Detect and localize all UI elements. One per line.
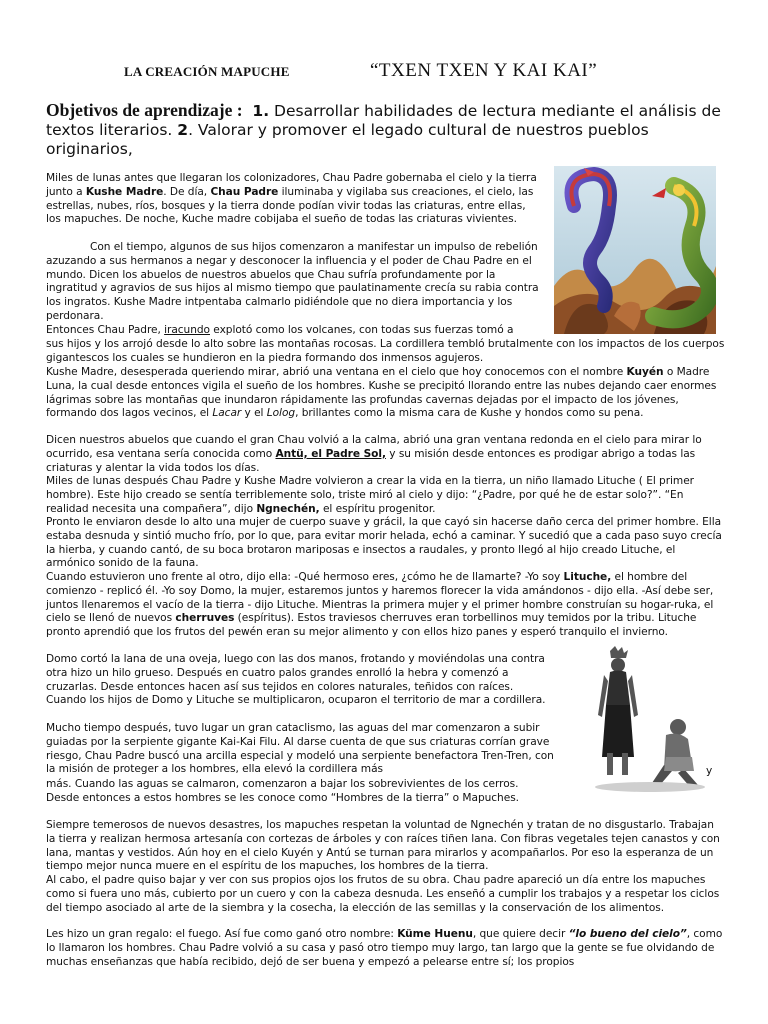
title-row (0, 60, 768, 84)
paragraph-4 (46, 366, 726, 421)
p4-text-c: o Madre Luna, la cual desde entonces vigila el sueño de los hombres. Kushe se precipitó llorando entre las nubes dejando caer enormes lágrimas sobre las montañas que inundaron rápidamente las profundas cavernas dejadas por el impacto de los jóvenes, formando dos lagos vecinos, el (46, 366, 717, 420)
paragraph-1 (46, 172, 541, 227)
p10-text-b: más. Cuando las aguas se calmaron, comenzaron a bajar los sobrevivientes de los cerros. (46, 778, 519, 790)
p1-kushe-madre: Kushe Madre (85, 185, 164, 198)
p13-text-c: , que quiere decir (472, 928, 569, 940)
objective-number-1: 1. (252, 102, 270, 120)
p8-cherruves: cherruves (175, 612, 235, 625)
paragraph-6 (46, 475, 726, 516)
p8-lituche: Lituche, (563, 571, 612, 583)
p6-text-a: Miles de lunas después Chau Padre y Kushe Madre volvieron a crear la vida en la tierra, un niño llamado Lituche ( El primer hombre). Este hijo creado se sentía terriblemente solo, triste miró al cielo y dijo: “¿Padre, por qué he de estar solo?”. “En realidad necesita una compañera”, dijo (46, 475, 694, 515)
p6-ngnechen: Ngnechén, (256, 502, 320, 515)
p3-iracundo: iracundo (164, 324, 210, 336)
p6-text-c: el espíritu progenitor. (319, 502, 436, 515)
serpent-illustration (554, 166, 716, 334)
p10-trailing-y: y (706, 765, 713, 777)
p4-lolog: Lolog (266, 407, 296, 420)
p1-text-e: iluminaba y vigilaba sus creaciones, el cielo, las estrellas, nubes, ríos, bosques y la tierra donde podían vivir todas las criaturas, entre ellas, los mapuches. De noche, Kuche madre cobijaba el sueño de todas las criaturas vivientes. (46, 185, 534, 226)
paragraph-3-cont (46, 338, 726, 366)
title-right: “TXEN TXEN Y KAI KAI” (370, 60, 598, 81)
paragraph-7 (46, 516, 726, 571)
p11-text: Siempre temerosos de nuevos desastres, los mapuches respetan la voluntad de Ngnechén y tratan de no disgustarlo. Trabajan la tierra y realizan hermosa artesanía con cortezas de árboles y con raíces tiñen lana. Con fibras vegetales tejen canastos y con lana, mantas y vestidos. Aún hoy en el cielo Kuyén y Antú se turnan para mirarlos y acompañarlos. Por eso la esperanza de un tiempo mejor nunca muere en el espíritu de los mapuches, los hombres de la tierra. (46, 819, 720, 873)
p4-text-e: y el (241, 407, 267, 420)
paragraph-3 (46, 324, 726, 338)
paragraph-2 (46, 241, 541, 324)
p13-text-e: , como lo llamaron los hombres. Chau Padre volvió a su casa y pasó otro tiempo muy largo, tan largo que la gente se fue olvidando de muchas enseñanzas que había recibido, dejó de ser buena y empezó a pelearse entre sí; los propios (46, 928, 723, 968)
p13-kume-huenu: Küme Huenu (397, 928, 473, 940)
objective-text-2: . Valorar y promover el legado cultural de nuestros pueblos originarios, (46, 121, 649, 158)
p13-bueno-del-cielo: “lo bueno del cielo” (568, 928, 687, 940)
objectives-label: Objetivos de aprendizaje : (46, 100, 243, 120)
p9-text: Domo cortó la lana de una oveja, luego con las dos manos, frotando y moviéndolas una contra otra hizo un hilo grueso. Después en cuatro palos grandes enrolló la hebra y comenzó a cruzarlas. Desde entonces hacen así sus tejidos en colores naturales, teñidos con raíces. Cuando los hijos de Domo y Lituche se multiplicaron, ocuparon el territorio de mar a cordillera. (46, 653, 546, 707)
objective-number-2: 2 (177, 121, 189, 139)
p8-text-c: el hombre del comienzo - replicó él. -Yo soy Domo, la mujer, estaremos juntos y haremos florecer la vida amándonos - dijo ella. -Así debe ser, juntos llenaremos el vacío de la tierra - dijo Lituche. Mientras la primera mujer y el primer hombre construían su hogar-ruka, el cielo se llenó de nuevos (46, 571, 714, 625)
paragraph-8 (46, 571, 726, 640)
p7-text: Pronto le enviaron desde lo alto una mujer de cuerpo suave y grácil, la que cayó sin hacerse daño cerca del primer hombre. Ella estaba desnuda y sintió mucho frío, por lo que, para evitar morir helada, echó a caminar. Y sucedió que a cada paso suyo crecía la hierba, y cuando cantó, de su boca brotaron mariposas e insectos a raudales, y pronto llegó al hijo creado Lituche, el armónico sonido de la fauna. (46, 516, 722, 570)
p4-kuyen: Kuyén (626, 366, 664, 378)
p1-text-c: . De día, (163, 185, 211, 198)
p8-text-e: (espíritus). Estos traviesos cherruves eran torbellinos muy temidos por la tribu. Lituche pronto aprendió que los frutos del pewén eran su mejor alimento y con ellos hizo panes y esperó tranquilo el invierno. (46, 612, 697, 638)
paragraph-12 (46, 874, 726, 915)
p5-text-a: Dicen nuestros abuelos que cuando el gran Chau volvió a la calma, abrió una gran ventana redonda en el cielo para mirar lo ocurrido, esa ventana sería conocida como (46, 434, 702, 460)
p5-antu: Antü, el Padre Sol, (275, 447, 386, 460)
p3-text-b-rest: sus hijos y los arrojó desde lo alto sobre las montañas rocosas. La cordillera tembló brutalmente con los impactos de los cuerpos gigantescos los cuales se hundieron en la piedra formando dos inmensos agujeros. (46, 338, 725, 364)
paragraph-10-cont (46, 778, 726, 806)
domo-lituche-illustration (580, 645, 705, 793)
p13-text-a: Les hizo un gran regalo: el fuego. Así fue como ganó otro nombre: (46, 928, 398, 940)
p5-text-c: y su misión desde entonces es prodigar abrigo a todas las criaturas y alentar la vida todos los días. (46, 447, 696, 474)
p4-text-g: , brillantes como la misma cara de Kushe y hondos como su pena. (295, 407, 644, 420)
p1-chau-padre: Chau Padre (210, 185, 279, 198)
p8-text-a: Cuando estuvieron uno frente al otro, dijo ella: -Qué hermoso eres, ¿cómo he de llamarte? -Yo soy (46, 571, 564, 583)
p4-text-a: Kushe Madre, desesperada queriendo mirar, abrió una ventana en el cielo que hoy conocemos con el nombre (46, 366, 627, 378)
paragraph-5 (46, 434, 726, 475)
p12-text: Al cabo, el padre quiso bajar y ver con sus propios ojos los frutos de su obra. Chau padre apareció un día entre los mapuches como si fuera uno más, cubierto por un cuero y con la cabeza desnuda. Les enseñó a cumplir los trabajos y a respetar los ciclos del tiempo asociado al arte de la siembra y la cosecha, la elección de las semillas y la conservación de los alimentos. (46, 874, 720, 914)
p2-text: Con el tiempo, algunos de sus hijos comenzaron a manifestar un impulso de rebelión azuzando a sus hermanos a negar y desconocer la influencia y el poder de Chau Padre en el mundo. Dicen los abuelos de nuestros abuelos que Chau sufría profundamente por la ingratitud y agravios de sus hijos al mismo tiempo que paulatinamente crecía su rabia contra los ingratos. Kushe Madre intpentaba calmarlo pidiéndole que no diera importancia y los perdonara. (46, 241, 539, 322)
paragraph-11 (46, 819, 726, 874)
objective-text-1: Desarrollar habilidades de lectura mediante el análisis de textos literarios. (46, 102, 721, 139)
paragraph-10 (46, 722, 556, 777)
paragraph-9 (46, 653, 556, 708)
p1-text-a: Miles de lunas antes que llegaran los colonizadores, Chau Padre gobernaba el cielo y la tierra junto a (46, 172, 537, 198)
learning-objectives (46, 101, 726, 159)
p3-text-b-first: explotó como los volcanes, con todas sus fuerzas tomó a (209, 324, 514, 336)
p10-text-a: Mucho tiempo después, tuvo lugar un gran cataclismo, las aguas del mar comenzaron a subir guiadas por la serpiente gigante Kai-Kai Filu. Al darse cuenta de que sus criaturas corrían grave riesgo, Chau Padre buscó una arcilla especial y modeló una serpiente benefactora Tren-Tren, con la misión de proteger a los hombres, ella elevó la cordillera más (46, 722, 554, 776)
p4-lacar: Lacar (212, 407, 242, 420)
title-left: LA CREACIÓN MAPUCHE (124, 64, 290, 79)
paragraph-13 (46, 928, 726, 969)
p10-text-c: Desde entonces a estos hombres se les conoce como “Hombres de la tierra” o Mapuches. (46, 791, 519, 804)
p3-text-a: Entonces Chau Padre, (46, 324, 165, 336)
